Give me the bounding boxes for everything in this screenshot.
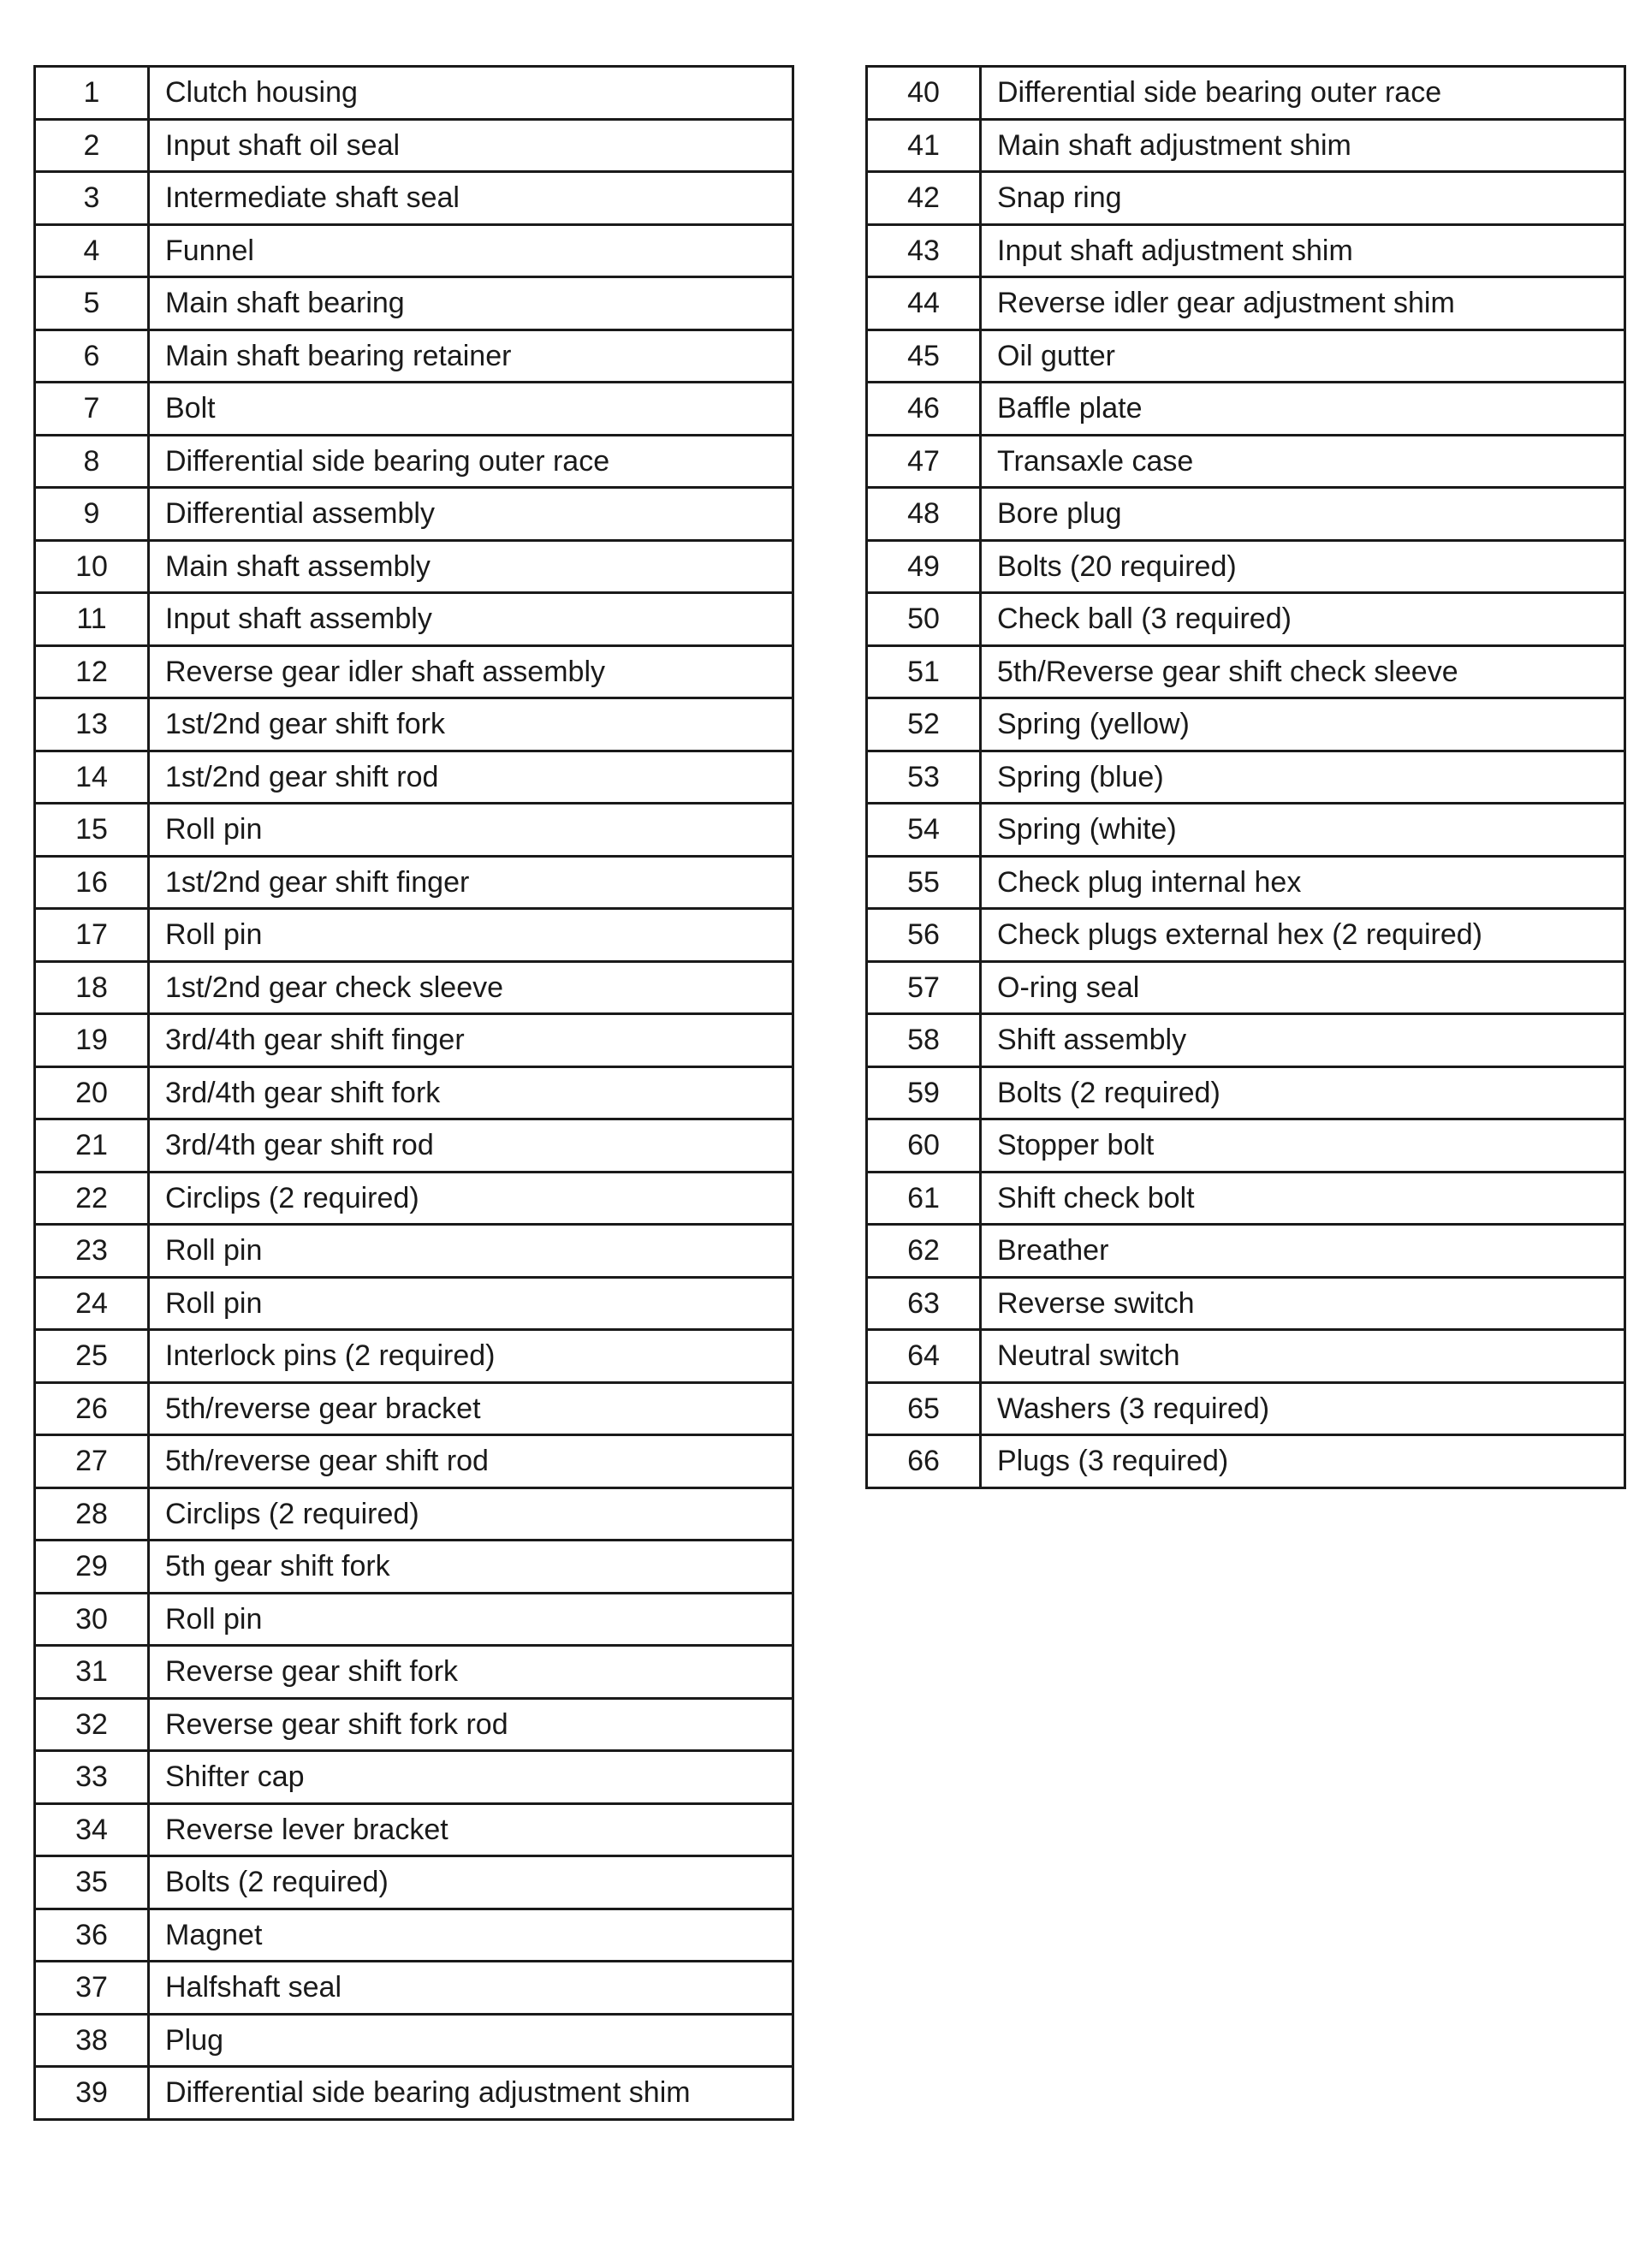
part-description-cell: Funnel xyxy=(149,224,793,277)
part-description-cell: Neutral switch xyxy=(981,1330,1625,1383)
part-number-cell: 60 xyxy=(867,1119,981,1173)
part-number-cell: 5 xyxy=(35,277,149,330)
part-number-cell: 51 xyxy=(867,645,981,698)
part-description-cell: 5th/Reverse gear shift check sleeve xyxy=(981,645,1625,698)
part-description-cell: Differential assembly xyxy=(149,488,793,541)
part-number-cell: 40 xyxy=(867,67,981,120)
table-row xyxy=(867,1225,1625,1278)
part-description-cell: Reverse switch xyxy=(981,1277,1625,1330)
part-number-cell: 45 xyxy=(867,330,981,383)
table-row xyxy=(35,277,793,330)
part-description-cell: Oil gutter xyxy=(981,330,1625,383)
part-number-cell: 14 xyxy=(35,751,149,804)
part-description-cell: Bolts (2 required) xyxy=(149,1856,793,1909)
part-number-cell: 1 xyxy=(35,67,149,120)
table-row xyxy=(867,119,1625,172)
part-number-cell: 61 xyxy=(867,1172,981,1225)
table-row xyxy=(35,383,793,436)
part-number-cell: 57 xyxy=(867,961,981,1014)
part-description-cell: Baffle plate xyxy=(981,383,1625,436)
table-row xyxy=(35,751,793,804)
part-description-cell: Roll pin xyxy=(149,804,793,857)
part-description-cell: Differential side bearing outer race xyxy=(981,67,1625,120)
part-description-cell: Roll pin xyxy=(149,1593,793,1646)
part-description-cell: Interlock pins (2 required) xyxy=(149,1330,793,1383)
part-description-cell: Magnet xyxy=(149,1909,793,1962)
table-row xyxy=(35,645,793,698)
part-number-cell: 41 xyxy=(867,119,981,172)
parts-table-left-body xyxy=(35,67,793,2120)
part-description-cell: 1st/2nd gear shift rod xyxy=(149,751,793,804)
part-number-cell: 63 xyxy=(867,1277,981,1330)
table-row xyxy=(867,804,1625,857)
table-row xyxy=(35,856,793,909)
table-row xyxy=(867,277,1625,330)
table-row xyxy=(35,1803,793,1856)
part-number-cell: 2 xyxy=(35,119,149,172)
table-row xyxy=(35,1014,793,1067)
table-row xyxy=(35,540,793,593)
part-description-cell: Circlips (2 required) xyxy=(149,1172,793,1225)
part-description-cell: 3rd/4th gear shift finger xyxy=(149,1014,793,1067)
part-number-cell: 7 xyxy=(35,383,149,436)
table-row xyxy=(867,172,1625,225)
part-number-cell: 6 xyxy=(35,330,149,383)
part-description-cell: O-ring seal xyxy=(981,961,1625,1014)
part-number-cell: 59 xyxy=(867,1066,981,1119)
part-description-cell: Input shaft assembly xyxy=(149,593,793,646)
part-number-cell: 39 xyxy=(35,2067,149,2120)
table-row xyxy=(35,1119,793,1173)
table-row xyxy=(867,1066,1625,1119)
table-row xyxy=(35,1646,793,1699)
part-number-cell: 22 xyxy=(35,1172,149,1225)
table-row xyxy=(867,751,1625,804)
table-row xyxy=(35,67,793,120)
part-description-cell: Breather xyxy=(981,1225,1625,1278)
table-row xyxy=(35,1487,793,1541)
table-row xyxy=(35,1541,793,1594)
part-number-cell: 54 xyxy=(867,804,981,857)
part-number-cell: 10 xyxy=(35,540,149,593)
part-number-cell: 47 xyxy=(867,435,981,488)
table-row xyxy=(867,488,1625,541)
part-description-cell: Snap ring xyxy=(981,172,1625,225)
table-row xyxy=(867,645,1625,698)
part-description-cell: Check plug internal hex xyxy=(981,856,1625,909)
part-description-cell: Stopper bolt xyxy=(981,1119,1625,1173)
part-number-cell: 50 xyxy=(867,593,981,646)
table-row xyxy=(867,909,1625,962)
table-row xyxy=(35,1277,793,1330)
part-number-cell: 62 xyxy=(867,1225,981,1278)
table-row xyxy=(35,2014,793,2067)
part-number-cell: 18 xyxy=(35,961,149,1014)
table-row xyxy=(867,1119,1625,1173)
table-row xyxy=(867,330,1625,383)
part-number-cell: 20 xyxy=(35,1066,149,1119)
table-row xyxy=(35,804,793,857)
table-row xyxy=(35,1698,793,1751)
part-description-cell: Reverse lever bracket xyxy=(149,1803,793,1856)
part-description-cell: 5th gear shift fork xyxy=(149,1541,793,1594)
table-row xyxy=(35,1066,793,1119)
table-row xyxy=(35,1172,793,1225)
part-description-cell: Spring (blue) xyxy=(981,751,1625,804)
part-description-cell: Differential side bearing outer race xyxy=(149,435,793,488)
table-row xyxy=(35,909,793,962)
part-description-cell: Bolts (20 required) xyxy=(981,540,1625,593)
table-row xyxy=(35,1856,793,1909)
part-description-cell: Intermediate shaft seal xyxy=(149,172,793,225)
part-description-cell: 5th/reverse gear shift rod xyxy=(149,1435,793,1488)
table-row xyxy=(867,383,1625,436)
part-number-cell: 8 xyxy=(35,435,149,488)
table-row xyxy=(867,698,1625,751)
table-row xyxy=(867,1277,1625,1330)
table-row xyxy=(35,330,793,383)
part-description-cell: Differential side bearing adjustment shim xyxy=(149,2067,793,2120)
part-description-cell: Halfshaft seal xyxy=(149,1962,793,2015)
part-description-cell: Circlips (2 required) xyxy=(149,1487,793,1541)
parts-table-right-body xyxy=(867,67,1625,1488)
table-row xyxy=(867,1330,1625,1383)
part-description-cell: Reverse gear idler shaft assembly xyxy=(149,645,793,698)
part-number-cell: 43 xyxy=(867,224,981,277)
part-number-cell: 23 xyxy=(35,1225,149,1278)
part-number-cell: 16 xyxy=(35,856,149,909)
part-number-cell: 64 xyxy=(867,1330,981,1383)
part-description-cell: Main shaft assembly xyxy=(149,540,793,593)
part-number-cell: 36 xyxy=(35,1909,149,1962)
part-description-cell: Shift assembly xyxy=(981,1014,1625,1067)
part-number-cell: 46 xyxy=(867,383,981,436)
part-number-cell: 48 xyxy=(867,488,981,541)
table-row xyxy=(867,540,1625,593)
table-row xyxy=(35,1225,793,1278)
part-description-cell: Roll pin xyxy=(149,1277,793,1330)
part-description-cell: Plug xyxy=(149,2014,793,2067)
part-number-cell: 29 xyxy=(35,1541,149,1594)
table-row xyxy=(867,1382,1625,1435)
part-description-cell: 3rd/4th gear shift rod xyxy=(149,1119,793,1173)
table-row xyxy=(35,224,793,277)
part-number-cell: 49 xyxy=(867,540,981,593)
part-number-cell: 28 xyxy=(35,1487,149,1541)
table-row xyxy=(35,698,793,751)
part-number-cell: 26 xyxy=(35,1382,149,1435)
part-number-cell: 27 xyxy=(35,1435,149,1488)
parts-table-right xyxy=(865,65,1626,1489)
part-description-cell: Spring (white) xyxy=(981,804,1625,857)
table-row xyxy=(35,1909,793,1962)
part-number-cell: 55 xyxy=(867,856,981,909)
part-number-cell: 58 xyxy=(867,1014,981,1067)
part-description-cell: Roll pin xyxy=(149,1225,793,1278)
part-number-cell: 56 xyxy=(867,909,981,962)
part-description-cell: Bore plug xyxy=(981,488,1625,541)
table-row xyxy=(35,435,793,488)
part-number-cell: 34 xyxy=(35,1803,149,1856)
part-number-cell: 37 xyxy=(35,1962,149,2015)
table-row xyxy=(867,224,1625,277)
part-number-cell: 19 xyxy=(35,1014,149,1067)
parts-table-left xyxy=(33,65,794,2121)
table-row xyxy=(867,1435,1625,1488)
part-number-cell: 3 xyxy=(35,172,149,225)
part-number-cell: 11 xyxy=(35,593,149,646)
part-description-cell: Main shaft bearing xyxy=(149,277,793,330)
part-number-cell: 33 xyxy=(35,1751,149,1804)
table-row xyxy=(35,1962,793,2015)
part-number-cell: 65 xyxy=(867,1382,981,1435)
part-description-cell: Reverse idler gear adjustment shim xyxy=(981,277,1625,330)
table-row xyxy=(35,119,793,172)
part-number-cell: 30 xyxy=(35,1593,149,1646)
table-row xyxy=(35,488,793,541)
part-description-cell: Plugs (3 required) xyxy=(981,1435,1625,1488)
part-description-cell: Shift check bolt xyxy=(981,1172,1625,1225)
part-number-cell: 4 xyxy=(35,224,149,277)
part-description-cell: Washers (3 required) xyxy=(981,1382,1625,1435)
part-number-cell: 44 xyxy=(867,277,981,330)
part-number-cell: 21 xyxy=(35,1119,149,1173)
table-row xyxy=(867,961,1625,1014)
part-description-cell: Roll pin xyxy=(149,909,793,962)
table-row xyxy=(867,67,1625,120)
part-number-cell: 25 xyxy=(35,1330,149,1383)
table-row xyxy=(867,1014,1625,1067)
part-number-cell: 17 xyxy=(35,909,149,962)
table-row xyxy=(867,1172,1625,1225)
table-row xyxy=(35,1330,793,1383)
part-description-cell: Check ball (3 required) xyxy=(981,593,1625,646)
part-description-cell: Reverse gear shift fork xyxy=(149,1646,793,1699)
part-description-cell: Bolts (2 required) xyxy=(981,1066,1625,1119)
part-number-cell: 66 xyxy=(867,1435,981,1488)
part-number-cell: 38 xyxy=(35,2014,149,2067)
part-number-cell: 12 xyxy=(35,645,149,698)
part-description-cell: Shifter cap xyxy=(149,1751,793,1804)
part-number-cell: 42 xyxy=(867,172,981,225)
part-description-cell: Input shaft adjustment shim xyxy=(981,224,1625,277)
table-row xyxy=(35,1382,793,1435)
table-row xyxy=(867,593,1625,646)
part-description-cell: Bolt xyxy=(149,383,793,436)
part-description-cell: 5th/reverse gear bracket xyxy=(149,1382,793,1435)
part-number-cell: 53 xyxy=(867,751,981,804)
part-description-cell: 1st/2nd gear check sleeve xyxy=(149,961,793,1014)
table-row xyxy=(35,172,793,225)
part-number-cell: 32 xyxy=(35,1698,149,1751)
part-description-cell: 1st/2nd gear shift finger xyxy=(149,856,793,909)
table-row xyxy=(35,1593,793,1646)
table-row xyxy=(35,961,793,1014)
part-number-cell: 31 xyxy=(35,1646,149,1699)
part-description-cell: Transaxle case xyxy=(981,435,1625,488)
table-row xyxy=(35,2067,793,2120)
part-number-cell: 35 xyxy=(35,1856,149,1909)
part-description-cell: Clutch housing xyxy=(149,67,793,120)
part-description-cell: Main shaft bearing retainer xyxy=(149,330,793,383)
part-number-cell: 13 xyxy=(35,698,149,751)
part-description-cell: Main shaft adjustment shim xyxy=(981,119,1625,172)
part-description-cell: Reverse gear shift fork rod xyxy=(149,1698,793,1751)
part-description-cell: Spring (yellow) xyxy=(981,698,1625,751)
part-description-cell: 1st/2nd gear shift fork xyxy=(149,698,793,751)
part-number-cell: 24 xyxy=(35,1277,149,1330)
part-description-cell: Input shaft oil seal xyxy=(149,119,793,172)
table-row xyxy=(35,593,793,646)
part-number-cell: 52 xyxy=(867,698,981,751)
part-description-cell: Check plugs external hex (2 required) xyxy=(981,909,1625,962)
table-row xyxy=(867,856,1625,909)
part-number-cell: 9 xyxy=(35,488,149,541)
table-row xyxy=(867,435,1625,488)
part-number-cell: 15 xyxy=(35,804,149,857)
part-description-cell: 3rd/4th gear shift fork xyxy=(149,1066,793,1119)
table-row xyxy=(35,1435,793,1488)
table-row xyxy=(35,1751,793,1804)
